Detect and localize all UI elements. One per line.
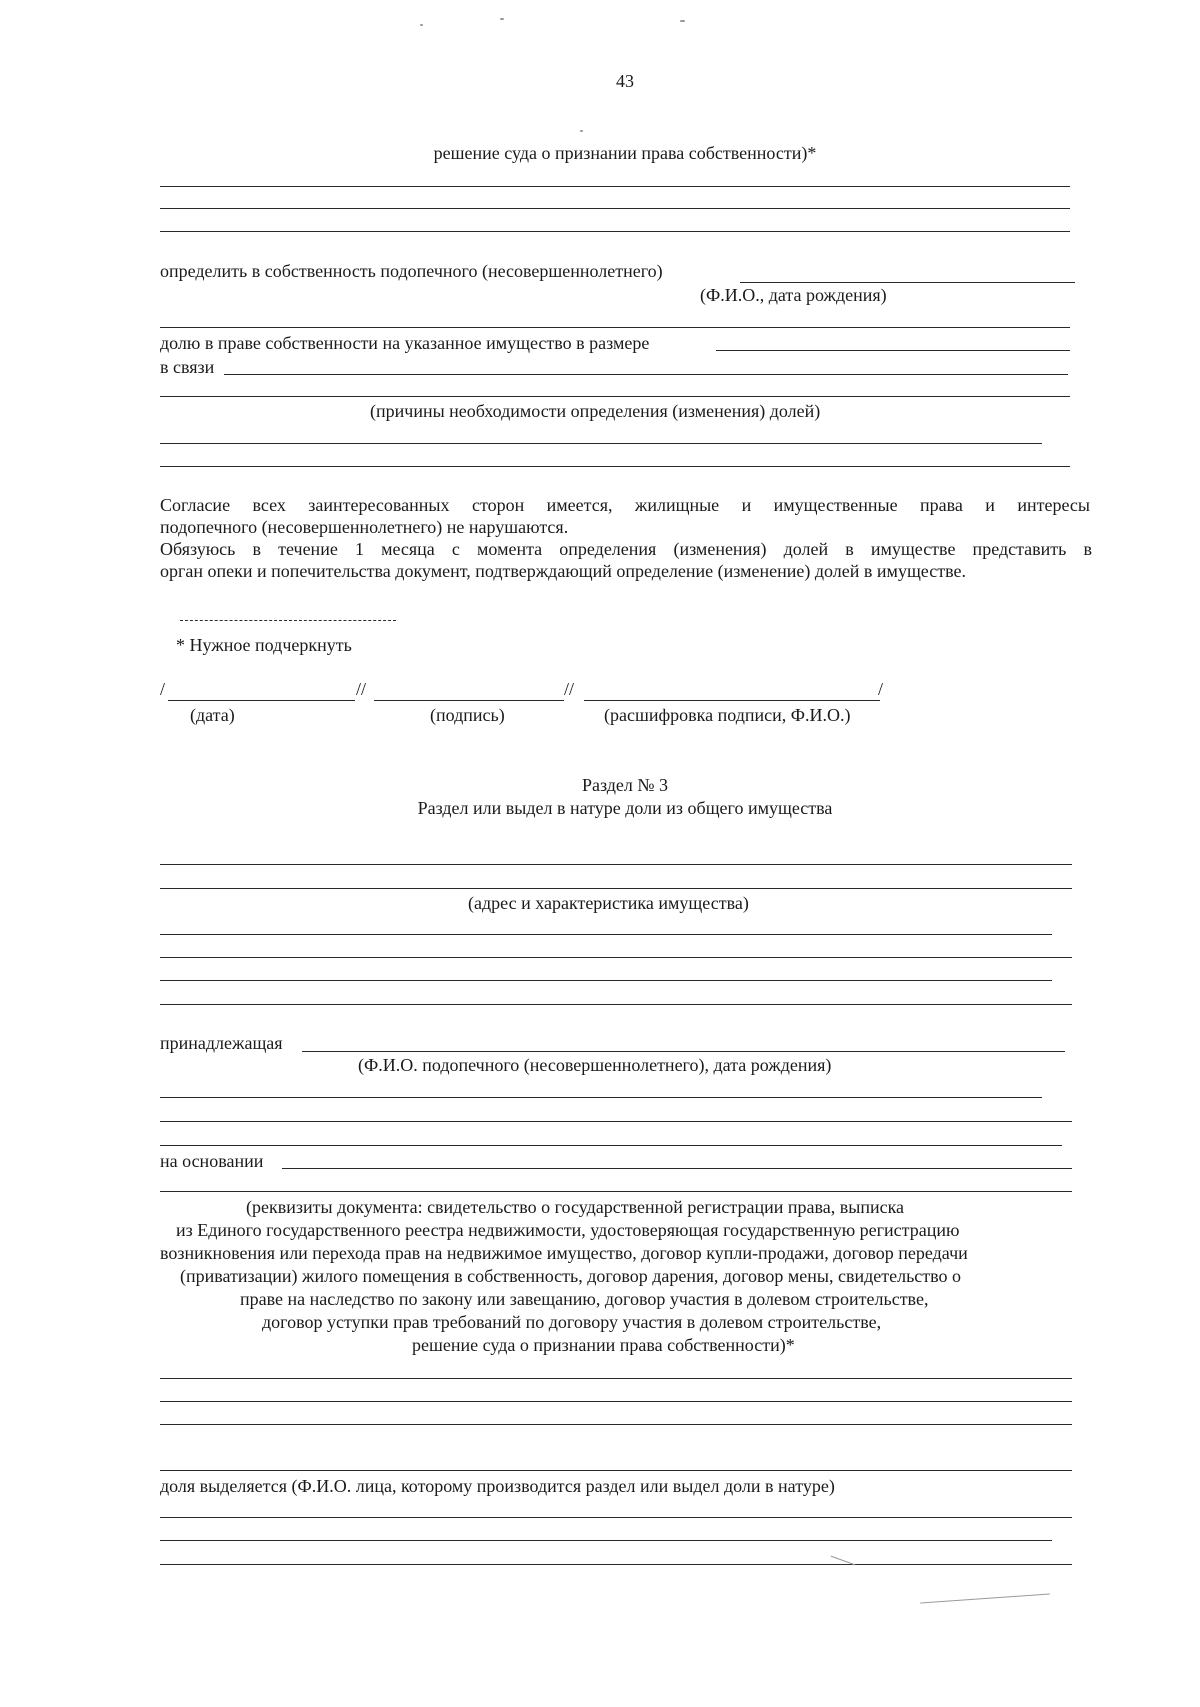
requisites-line-2: из Единого государственного реестра недвижимости, удостоверяющая государственную регистрацию [176,1220,960,1240]
assign-hint: (Ф.И.О., дата рождения) [700,285,887,305]
blank-line[interactable] [160,1121,1072,1122]
blank-line[interactable] [160,1145,1062,1146]
share-input-line[interactable] [716,350,1070,351]
blank-line[interactable] [160,957,1072,958]
consent-line-4: орган опеки и попечительства документ, подтверждающий определение (изменение) долей в имуществе. [160,561,966,581]
reasons-hint: (причины необходимости определения (изменения) долей) [370,401,821,421]
footnote: * Нужное подчеркнуть [176,635,352,655]
footnote-separator [180,620,396,621]
address-hint: (адрес и характеристика имущества) [468,893,749,913]
scan-speck [580,130,583,132]
blank-line[interactable] [160,1401,1072,1402]
blank-line[interactable] [160,466,1070,467]
share-label: долю в праве собственности на указанное имущество в размере [160,333,650,353]
blank-line[interactable] [160,1191,1072,1192]
consent-line-3: Обязуюсь в течение 1 месяца с момента определения (изменения) долей в имуществе представить в [160,539,1092,559]
signature-slash-3: // [564,679,575,699]
closing-line: решение суда о признании права собственности)* [433,143,817,163]
signature-slash-2: // [356,679,367,699]
consent-line-2: подопечного (несовершеннолетнего) не нарушаются. [160,517,569,537]
blank-line[interactable] [160,1564,1072,1565]
blank-line[interactable] [160,186,1070,187]
basis-label: на основании [160,1151,264,1171]
blank-line[interactable] [160,1378,1072,1379]
page-number: 43 [616,71,634,91]
decode-label: (расшифровка подписи, Ф.И.О.) [604,705,851,725]
signature-slash-1: / [160,679,166,699]
requisites-line-6: договор уступки прав требований по договору участия в долевом строительстве, [262,1312,882,1332]
scan-speck [920,1593,1050,1603]
blank-line[interactable] [160,231,1070,232]
blank-line[interactable] [160,888,1072,889]
requisites-line-3: возникновения или перехода прав на недвижимое имущество, договор купли-продажи, договор передачи [160,1243,968,1263]
scan-speck [420,24,423,26]
requisites-line-4: (приватизации) жилого помещения в собственность, договор дарения, договор мены, свидетельство о [180,1266,962,1286]
section-number: Раздел № 3 [581,775,669,795]
assign-label: определить в собственность подопечного (несовершеннолетнего) [160,261,663,281]
requisites-line-1: (реквизиты документа: свидетельство о государственной регистрации права, выписка [246,1197,905,1217]
scan-speck [680,20,685,22]
blank-line[interactable] [160,864,1072,865]
date-input-line[interactable] [168,700,355,701]
blank-line[interactable] [160,1517,1072,1518]
blank-line[interactable] [160,1470,1072,1471]
blank-line[interactable] [160,396,1070,397]
belongs-input-line[interactable] [302,1051,1065,1052]
blank-line[interactable] [160,980,1052,981]
decode-input-line[interactable] [584,700,880,701]
signature-input-line[interactable] [374,700,564,701]
basis-input-line[interactable] [282,1168,1072,1169]
requisites-line-5: праве на наследство по закону или завещанию, договор участия в долевом строительстве, [240,1289,929,1309]
signature-slash-4: / [878,679,884,699]
blank-line[interactable] [160,208,1070,209]
blank-line[interactable] [160,1540,1052,1541]
sign-label: (подпись) [430,705,505,725]
belongs-label: принадлежащая [160,1033,283,1053]
due-to-label: в связи [160,357,215,377]
requisites-line-7: решение суда о признании права собственности)* [412,1335,795,1355]
blank-line[interactable] [160,327,1070,328]
blank-line[interactable] [160,934,1052,935]
blank-line[interactable] [160,443,1042,444]
assign-input-line[interactable] [740,282,1075,283]
belongs-hint: (Ф.И.О. подопечного (несовершеннолетнего), дата рождения) [358,1055,832,1075]
section-title: Раздел или выдел в натуре доли из общего имущества [417,798,833,818]
due-to-input-line[interactable] [224,374,1068,375]
share-allocated-label: доля выделяется (Ф.И.О. лица, которому производится раздел или выдел доли в натуре) [160,1476,835,1496]
blank-line[interactable] [160,1004,1072,1005]
blank-line[interactable] [160,1097,1042,1098]
date-label: (дата) [190,705,235,725]
consent-line-1: Согласие всех заинтересованных сторон имеется, жилищные и имущественные права и интересы [160,495,1090,515]
blank-line[interactable] [160,1424,1072,1425]
scan-speck [500,18,504,20]
